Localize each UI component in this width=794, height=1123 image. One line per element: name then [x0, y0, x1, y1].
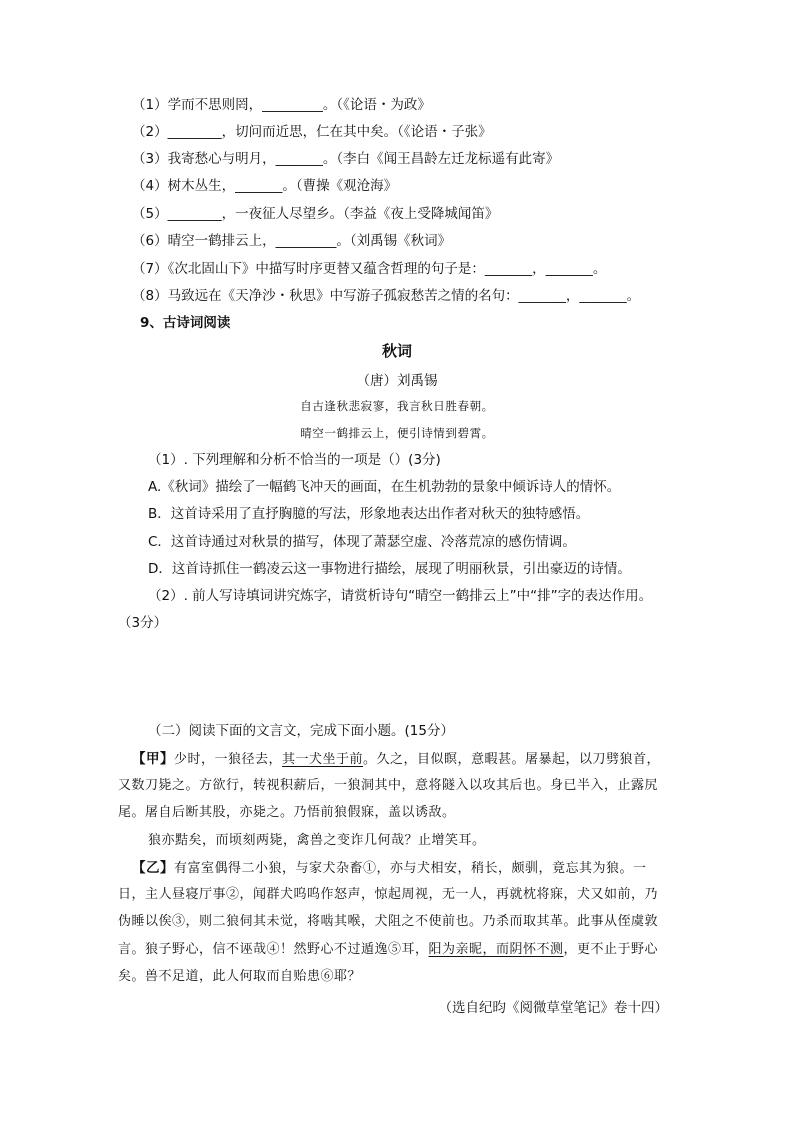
- passage-jia-line: 又数刀毙之。方欲行，转视积薪后，一狼洞其中，意将隧入以攻其后也。身已半入，止露尻: [118, 778, 659, 793]
- underlined-sentence: 阳为亲昵，而阴怀不测: [428, 942, 564, 957]
- sub-question-2-score: （3分）: [118, 615, 168, 631]
- passage-jia-line: 狼亦黠矣，而顷刻两毙，禽兽之变诈几何哉？止增笑耳。: [148, 833, 486, 848]
- option-d: D．这首诗抓住一鹤凌云这一事物进行描绘，展现了明丽秋景，引出豪迈的诗情。: [148, 561, 631, 577]
- fill-in-item-6: （6）晴空一鹤排云上，_________。（刘禹锡《秋词》: [132, 233, 452, 249]
- poem-title: 秋词: [381, 342, 412, 360]
- fill-in-item-8: （8）马致远在《天净沙・秋思》中写游子孤寂愁苦之情的名句：_______，_______。: [132, 288, 641, 304]
- passage-yi-line: 矣。兽不足道，此人何取而自贻患⑥耶？: [118, 969, 362, 984]
- fill-in-item-3: （3）我寄愁心与明月，_______。（李白《闻王昌龄左迁龙标遥有此寄》: [132, 151, 560, 167]
- option-b: B．这首诗采用了直抒胸臆的写法，形象地表达出作者对秋天的独特感悟。: [148, 506, 590, 522]
- poem-line: 晴空一鹤排云上，便引诗情到碧霄。: [300, 426, 494, 440]
- passage-yi-line: [118, 941, 658, 959]
- passage-yi-label: 【乙】: [132, 860, 174, 876]
- sub-question-1: （1）. 下列理解和分析不恰当的一项是（）(3分): [148, 452, 441, 468]
- poem-line: 自古逢秋悲寂寥，我言秋日胜春朝。: [300, 399, 494, 413]
- text-span: 少时，一狼径去，: [174, 752, 283, 767]
- option-a: A.《秋词》描绘了一幅鹤飞冲天的画面，在生机勃勃的景象中倾诉诗人的情怀。: [148, 479, 621, 495]
- source-citation: （选自纪昀《阅微草堂笔记》卷十四）: [438, 1000, 668, 1016]
- text-span: ，更不止于野心: [563, 942, 659, 957]
- passage-jia-label: 【甲】: [132, 751, 174, 767]
- passage-yi-line: 伪睡以俟③，则二狼伺其未觉，将啮其喉，犬阻之不使前也。乃杀而取其革。此事从侄虞敦: [118, 914, 659, 929]
- underlined-sentence: 其一犬坐于前: [282, 752, 364, 767]
- text-span: 。久之，目似瞑，意暇甚。屠暴起，以刀劈狼首，: [363, 752, 661, 767]
- passage-jia-line: [132, 750, 660, 769]
- poem-author: （唐）刘禹锡: [356, 373, 438, 389]
- section-heading: （二）阅读下面的文言文，完成下面小题。(15分）: [148, 723, 454, 739]
- fill-in-item-1: （1）学而不思则罔，_________。（《论语・为政》: [132, 97, 431, 113]
- passage-yi-line: [132, 859, 647, 878]
- sub-question-2: （2）. 前人写诗填词讲究炼字，请赏析诗句“晴空一鹤排云上”中“排”字的表达作用。: [148, 588, 653, 604]
- question-heading: 9、古诗词阅读: [140, 315, 231, 331]
- passage-yi-line: 日，主人昼寝厅事②，闻群犬呜呜作怒声，惊起周视，无一人，再就枕将寐，犬又如前，乃: [118, 887, 659, 902]
- text-span: 有富室偶得二小狼，与家犬杂畜①，亦与犬相安，稍长，颇驯，竟忘其为狼。一: [174, 861, 647, 876]
- fill-in-item-4: （4）树木丛生，_______。（曹操《观沧海》: [132, 178, 398, 194]
- option-c: C．这首诗通过对秋景的描写，体现了萧瑟空虚、冷落荒凉的感伤情调。: [148, 534, 576, 550]
- passage-jia-line: 尾。屠自后断其股，亦毙之。乃悟前狼假寐，盖以诱敌。: [118, 805, 456, 820]
- fill-in-item-5: （5）________，一夜征人尽望乡。（李益《夜上受降城闻笛》: [132, 206, 499, 222]
- fill-in-item-2: （2）________，切问而近思，仁在其中矣。（《论语・子张》: [132, 124, 492, 140]
- text-span: 言。狼子野心，信不诬哉④！然野心不过遁逸⑤耳，: [118, 942, 429, 957]
- fill-in-item-7: （7）《次北固山下》中描写时序更替又蕴含哲理的句子是：_______，_______。: [132, 261, 607, 277]
